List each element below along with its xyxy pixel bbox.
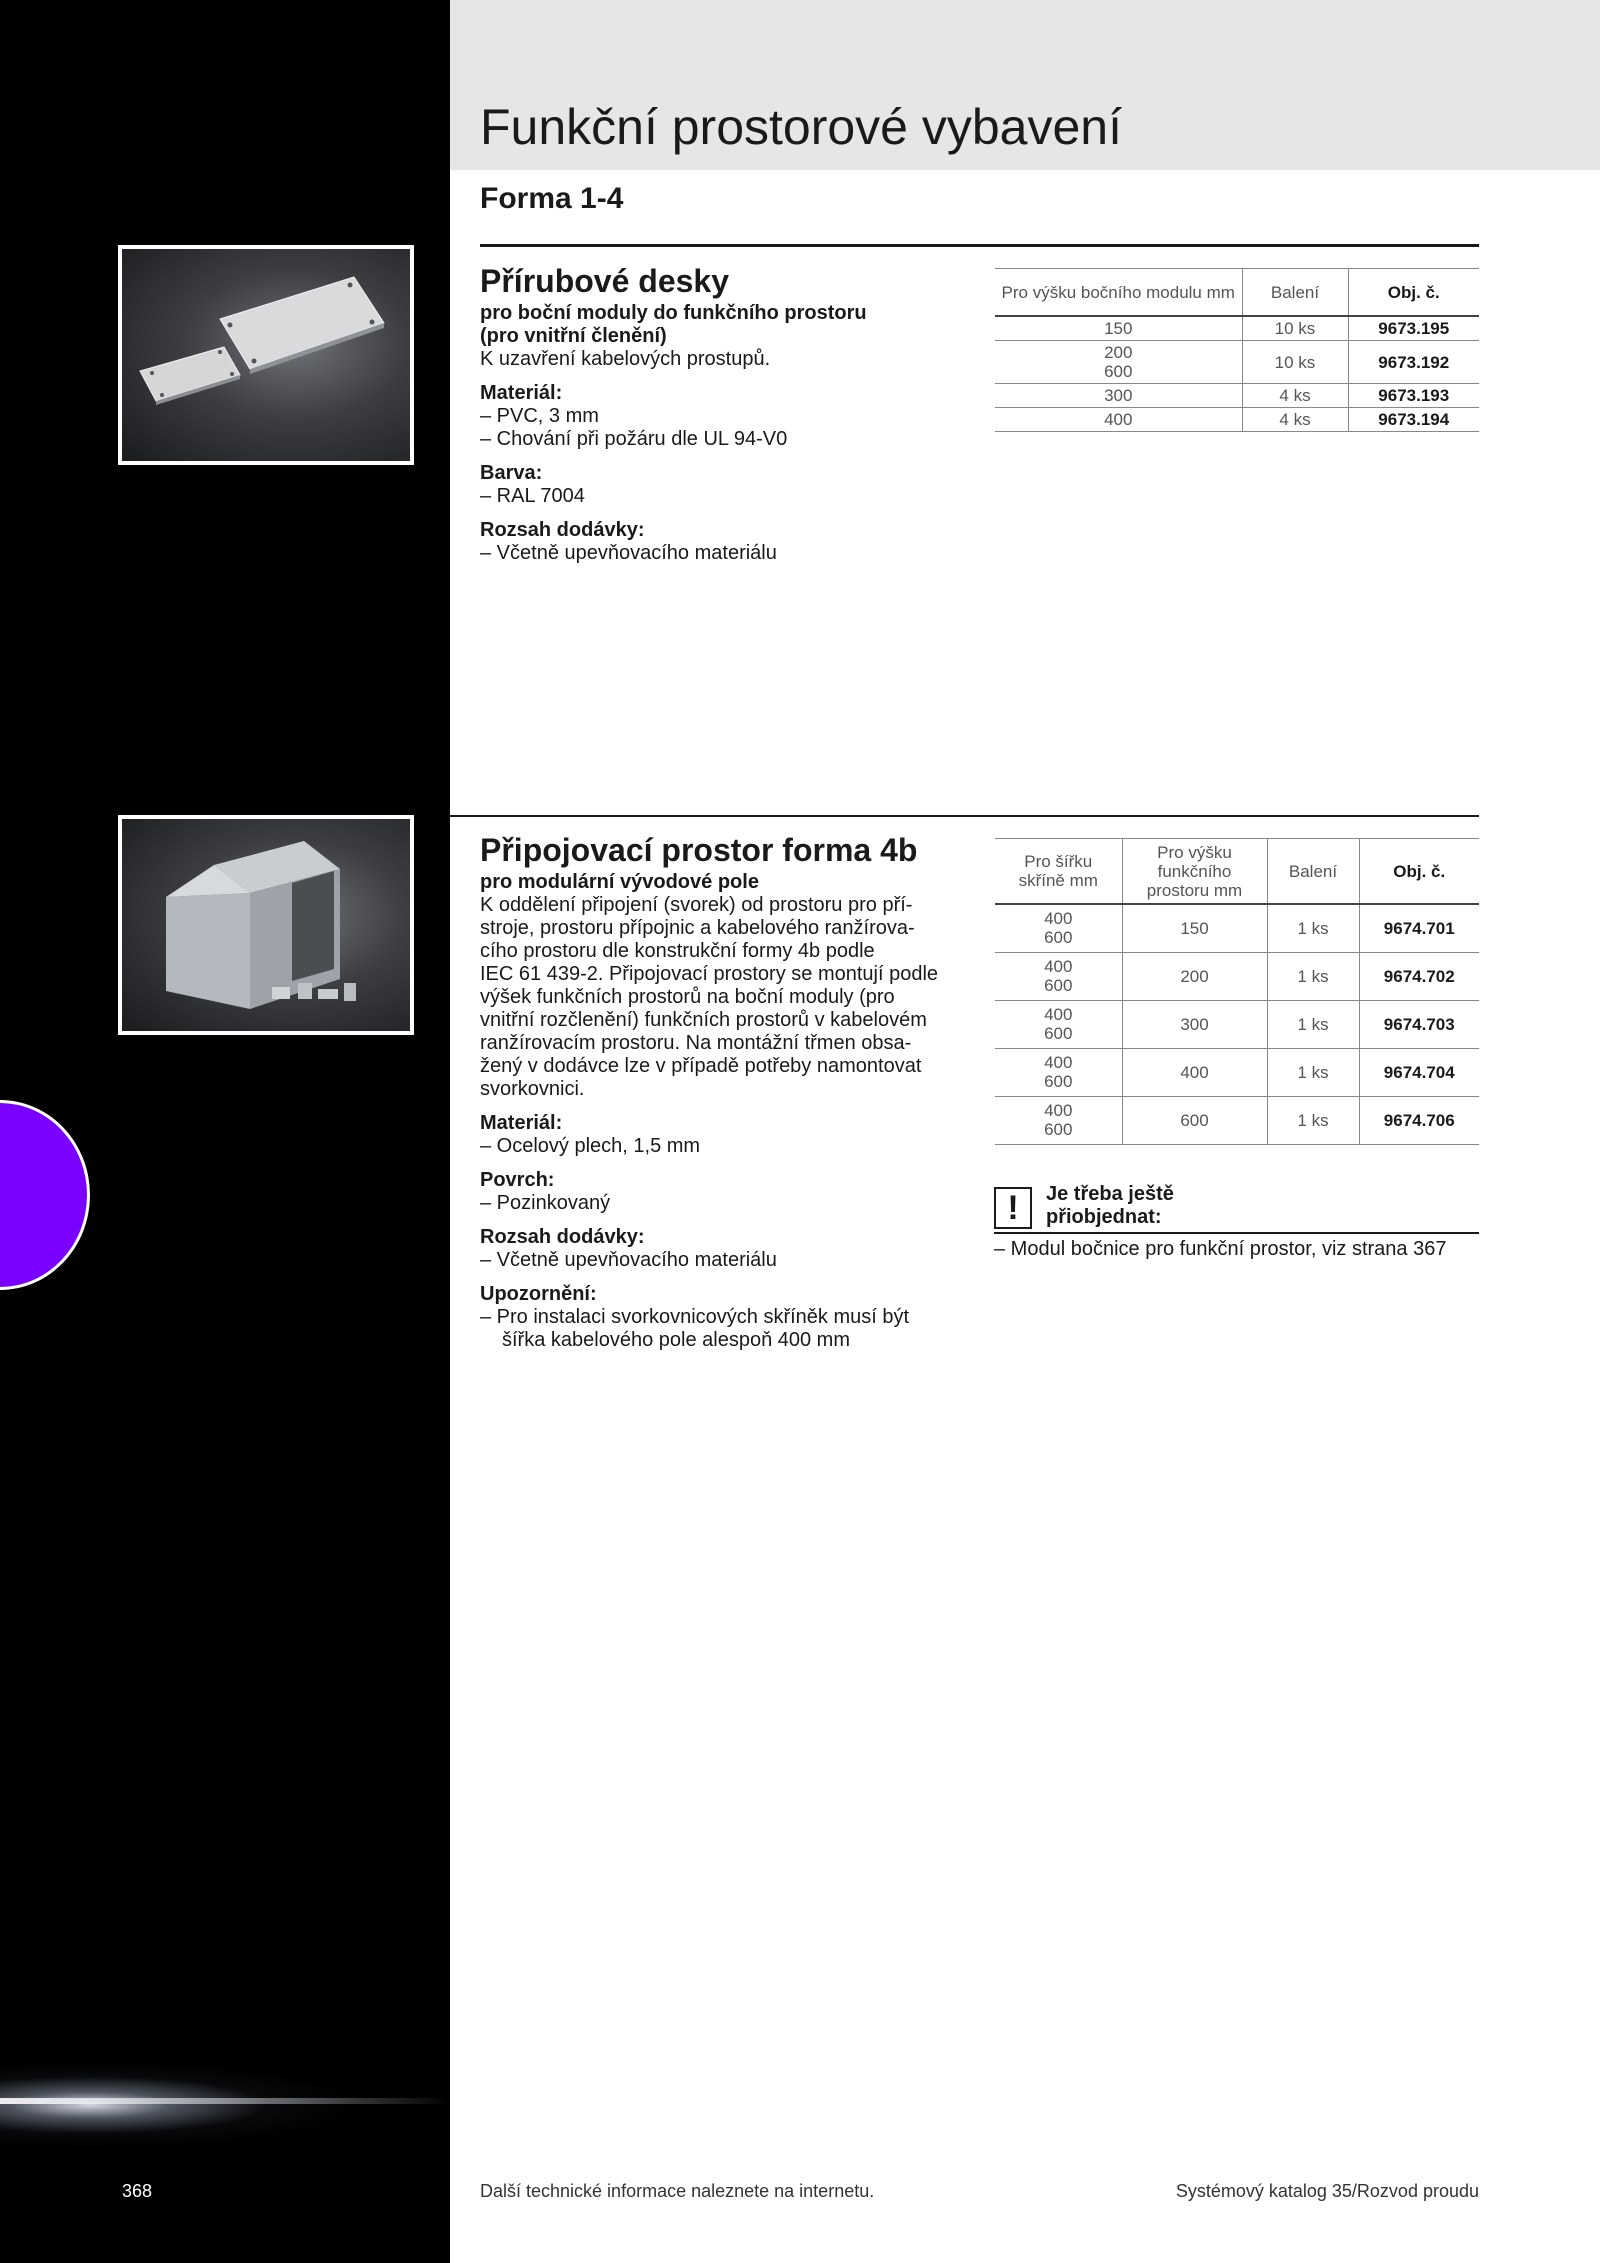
cell-height: 400 bbox=[995, 408, 1242, 432]
material-label: Materiál: bbox=[480, 382, 563, 404]
description-line: stroje, prostoru přípojnic a kabelového ranžírova- bbox=[480, 917, 915, 939]
table-row bbox=[995, 952, 1479, 1000]
warning-line: šířka kabelového pole alespoň 400 mm bbox=[502, 1329, 850, 1351]
cell-width: 400 600 bbox=[995, 1000, 1122, 1048]
surface-label: Povrch: bbox=[480, 1169, 555, 1191]
cell-order-number: 9673.194 bbox=[1348, 408, 1479, 432]
table-row bbox=[995, 316, 1479, 341]
note-title bbox=[1046, 1183, 1174, 1229]
product-2-description bbox=[480, 831, 960, 1352]
sidebar-light-streak bbox=[0, 2098, 450, 2104]
cell-width: 400 600 bbox=[995, 952, 1122, 1000]
warning-line: – Pro instalaci svorkovnicových skříněk musí být bbox=[480, 1306, 910, 1328]
section-title: Forma 1-4 bbox=[480, 182, 624, 215]
product-image-flange-plates bbox=[118, 245, 414, 465]
scope-label: Rozsah dodávky: bbox=[480, 1226, 645, 1248]
section-divider bbox=[480, 244, 1479, 247]
cell-height: 300 bbox=[1122, 1000, 1267, 1048]
table-row bbox=[995, 408, 1479, 432]
cell-height: 150 bbox=[1122, 904, 1267, 952]
column-header-height: Pro výšku bočního modulu mm bbox=[995, 269, 1242, 317]
cell-order-number: 9674.706 bbox=[1359, 1096, 1479, 1144]
cell-width: 400 600 bbox=[995, 1048, 1122, 1096]
product-1-title: Přírubové desky bbox=[480, 263, 729, 299]
description-line: ranžírovacím prostoru. Na montážní třmen obsa- bbox=[480, 1032, 912, 1054]
column-header-height: Pro výšku funkčního prostoru mm bbox=[1122, 839, 1267, 905]
cell-order-number: 9673.193 bbox=[1348, 384, 1479, 408]
cell-height: 600 bbox=[1122, 1096, 1267, 1144]
cell-pack: 1 ks bbox=[1267, 1048, 1359, 1096]
cell-pack: 1 ks bbox=[1267, 1000, 1359, 1048]
note-title-line: Je třeba ještě bbox=[1046, 1183, 1174, 1205]
cell-order-number: 9673.192 bbox=[1348, 341, 1479, 384]
color-item: – RAL 7004 bbox=[480, 485, 585, 507]
scope-item: – Včetně upevňovacího materiálu bbox=[480, 1249, 777, 1271]
color-label: Barva: bbox=[480, 462, 543, 484]
product-1-order-table bbox=[995, 268, 1479, 432]
description-line: vnitřní rozčlenění) funkčních prostorů v kabelovém bbox=[480, 1009, 927, 1031]
product-2-order-table bbox=[995, 838, 1479, 1145]
flange-plates-illustration bbox=[122, 249, 410, 461]
column-header-width: Pro šířku skříně mm bbox=[995, 839, 1122, 905]
material-item: – Ocelový plech, 1,5 mm bbox=[480, 1135, 701, 1157]
column-header-order: Obj. č. bbox=[1348, 269, 1479, 317]
table-row bbox=[995, 384, 1479, 408]
description-line: IEC 61 439-2. Připojovací prostory se montují podle bbox=[480, 963, 939, 985]
cell-pack: 1 ks bbox=[1267, 904, 1359, 952]
table-row bbox=[995, 1000, 1479, 1048]
product-image-connection-compartment bbox=[118, 815, 414, 1035]
column-header-pack: Balení bbox=[1267, 839, 1359, 905]
product-1-subtitle-line: (pro vnitřní členění) bbox=[480, 325, 667, 347]
product-1-summary: K uzavření kabelových prostupů. bbox=[480, 348, 771, 370]
cell-width: 400 600 bbox=[995, 904, 1122, 952]
note-title-line: přiobjednat: bbox=[1046, 1206, 1162, 1228]
cell-height: 200 600 bbox=[995, 341, 1242, 384]
cell-pack: 1 ks bbox=[1267, 952, 1359, 1000]
column-header-order: Obj. č. bbox=[1359, 839, 1479, 905]
page-number: 368 bbox=[122, 2181, 153, 2201]
product-2-title: Připojovací prostor forma 4b bbox=[480, 832, 918, 868]
cell-pack: 10 ks bbox=[1242, 316, 1348, 341]
warning-label: Upozornění: bbox=[480, 1283, 597, 1305]
cell-order-number: 9674.702 bbox=[1359, 952, 1479, 1000]
description-line: svorkovnici. bbox=[480, 1078, 585, 1100]
description-line: K oddělení připojení (svorek) od prostoru pro pří- bbox=[480, 894, 913, 916]
material-label: Materiál: bbox=[480, 1112, 563, 1134]
cell-height: 200 bbox=[1122, 952, 1267, 1000]
cell-width: 400 600 bbox=[995, 1096, 1122, 1144]
cell-height: 400 bbox=[1122, 1048, 1267, 1096]
cell-pack: 4 ks bbox=[1242, 384, 1348, 408]
table-row bbox=[995, 341, 1479, 384]
sidebar-light-glow bbox=[0, 2050, 450, 2160]
cell-order-number: 9674.704 bbox=[1359, 1048, 1479, 1096]
cell-order-number: 9674.701 bbox=[1359, 904, 1479, 952]
table-row bbox=[995, 904, 1479, 952]
cell-order-number: 9673.195 bbox=[1348, 316, 1479, 341]
scope-label: Rozsah dodávky: bbox=[480, 519, 645, 541]
column-header-pack: Balení bbox=[1242, 269, 1348, 317]
exclamation-icon: ! bbox=[994, 1187, 1032, 1229]
product-1-description bbox=[480, 262, 960, 565]
cell-pack: 1 ks bbox=[1267, 1096, 1359, 1144]
cell-height: 150 bbox=[995, 316, 1242, 341]
product-1-subtitle-line: pro boční moduly do funkčního prostoru bbox=[480, 302, 867, 324]
scope-item: – Včetně upevňovacího materiálu bbox=[480, 542, 777, 564]
cell-pack: 4 ks bbox=[1242, 408, 1348, 432]
note-text: – Modul bočnice pro funkční prostor, viz strana 367 bbox=[994, 1238, 1447, 1260]
table-row bbox=[995, 1096, 1479, 1144]
cell-order-number: 9674.703 bbox=[1359, 1000, 1479, 1048]
material-item: – PVC, 3 mm bbox=[480, 405, 599, 427]
footer-catalog-name: Systémový katalog 35/Rozvod proudu bbox=[1175, 2181, 1479, 2201]
product-2-subtitle-line: pro modulární vývodové pole bbox=[480, 871, 759, 893]
table-row bbox=[995, 1048, 1479, 1096]
material-item: – Chování při požáru dle UL 94-V0 bbox=[480, 428, 788, 450]
cell-height: 300 bbox=[995, 384, 1242, 408]
description-line: výšek funkčních prostorů na boční moduly (pro bbox=[480, 986, 895, 1008]
surface-item: – Pozinkovaný bbox=[480, 1192, 611, 1214]
page-title: Funkční prostorové vybavení bbox=[480, 99, 1122, 155]
connection-compartment-illustration bbox=[122, 819, 410, 1031]
description-line: žený v dodávce lze v případě potřeby namontovat bbox=[480, 1055, 922, 1077]
description-line: cího prostoru dle konstrukční formy 4b podle bbox=[480, 940, 875, 962]
cell-pack: 10 ks bbox=[1242, 341, 1348, 384]
product-divider bbox=[450, 815, 1479, 817]
note-divider bbox=[994, 1232, 1479, 1234]
footer-info-text: Další technické informace naleznete na internetu. bbox=[480, 2181, 875, 2201]
